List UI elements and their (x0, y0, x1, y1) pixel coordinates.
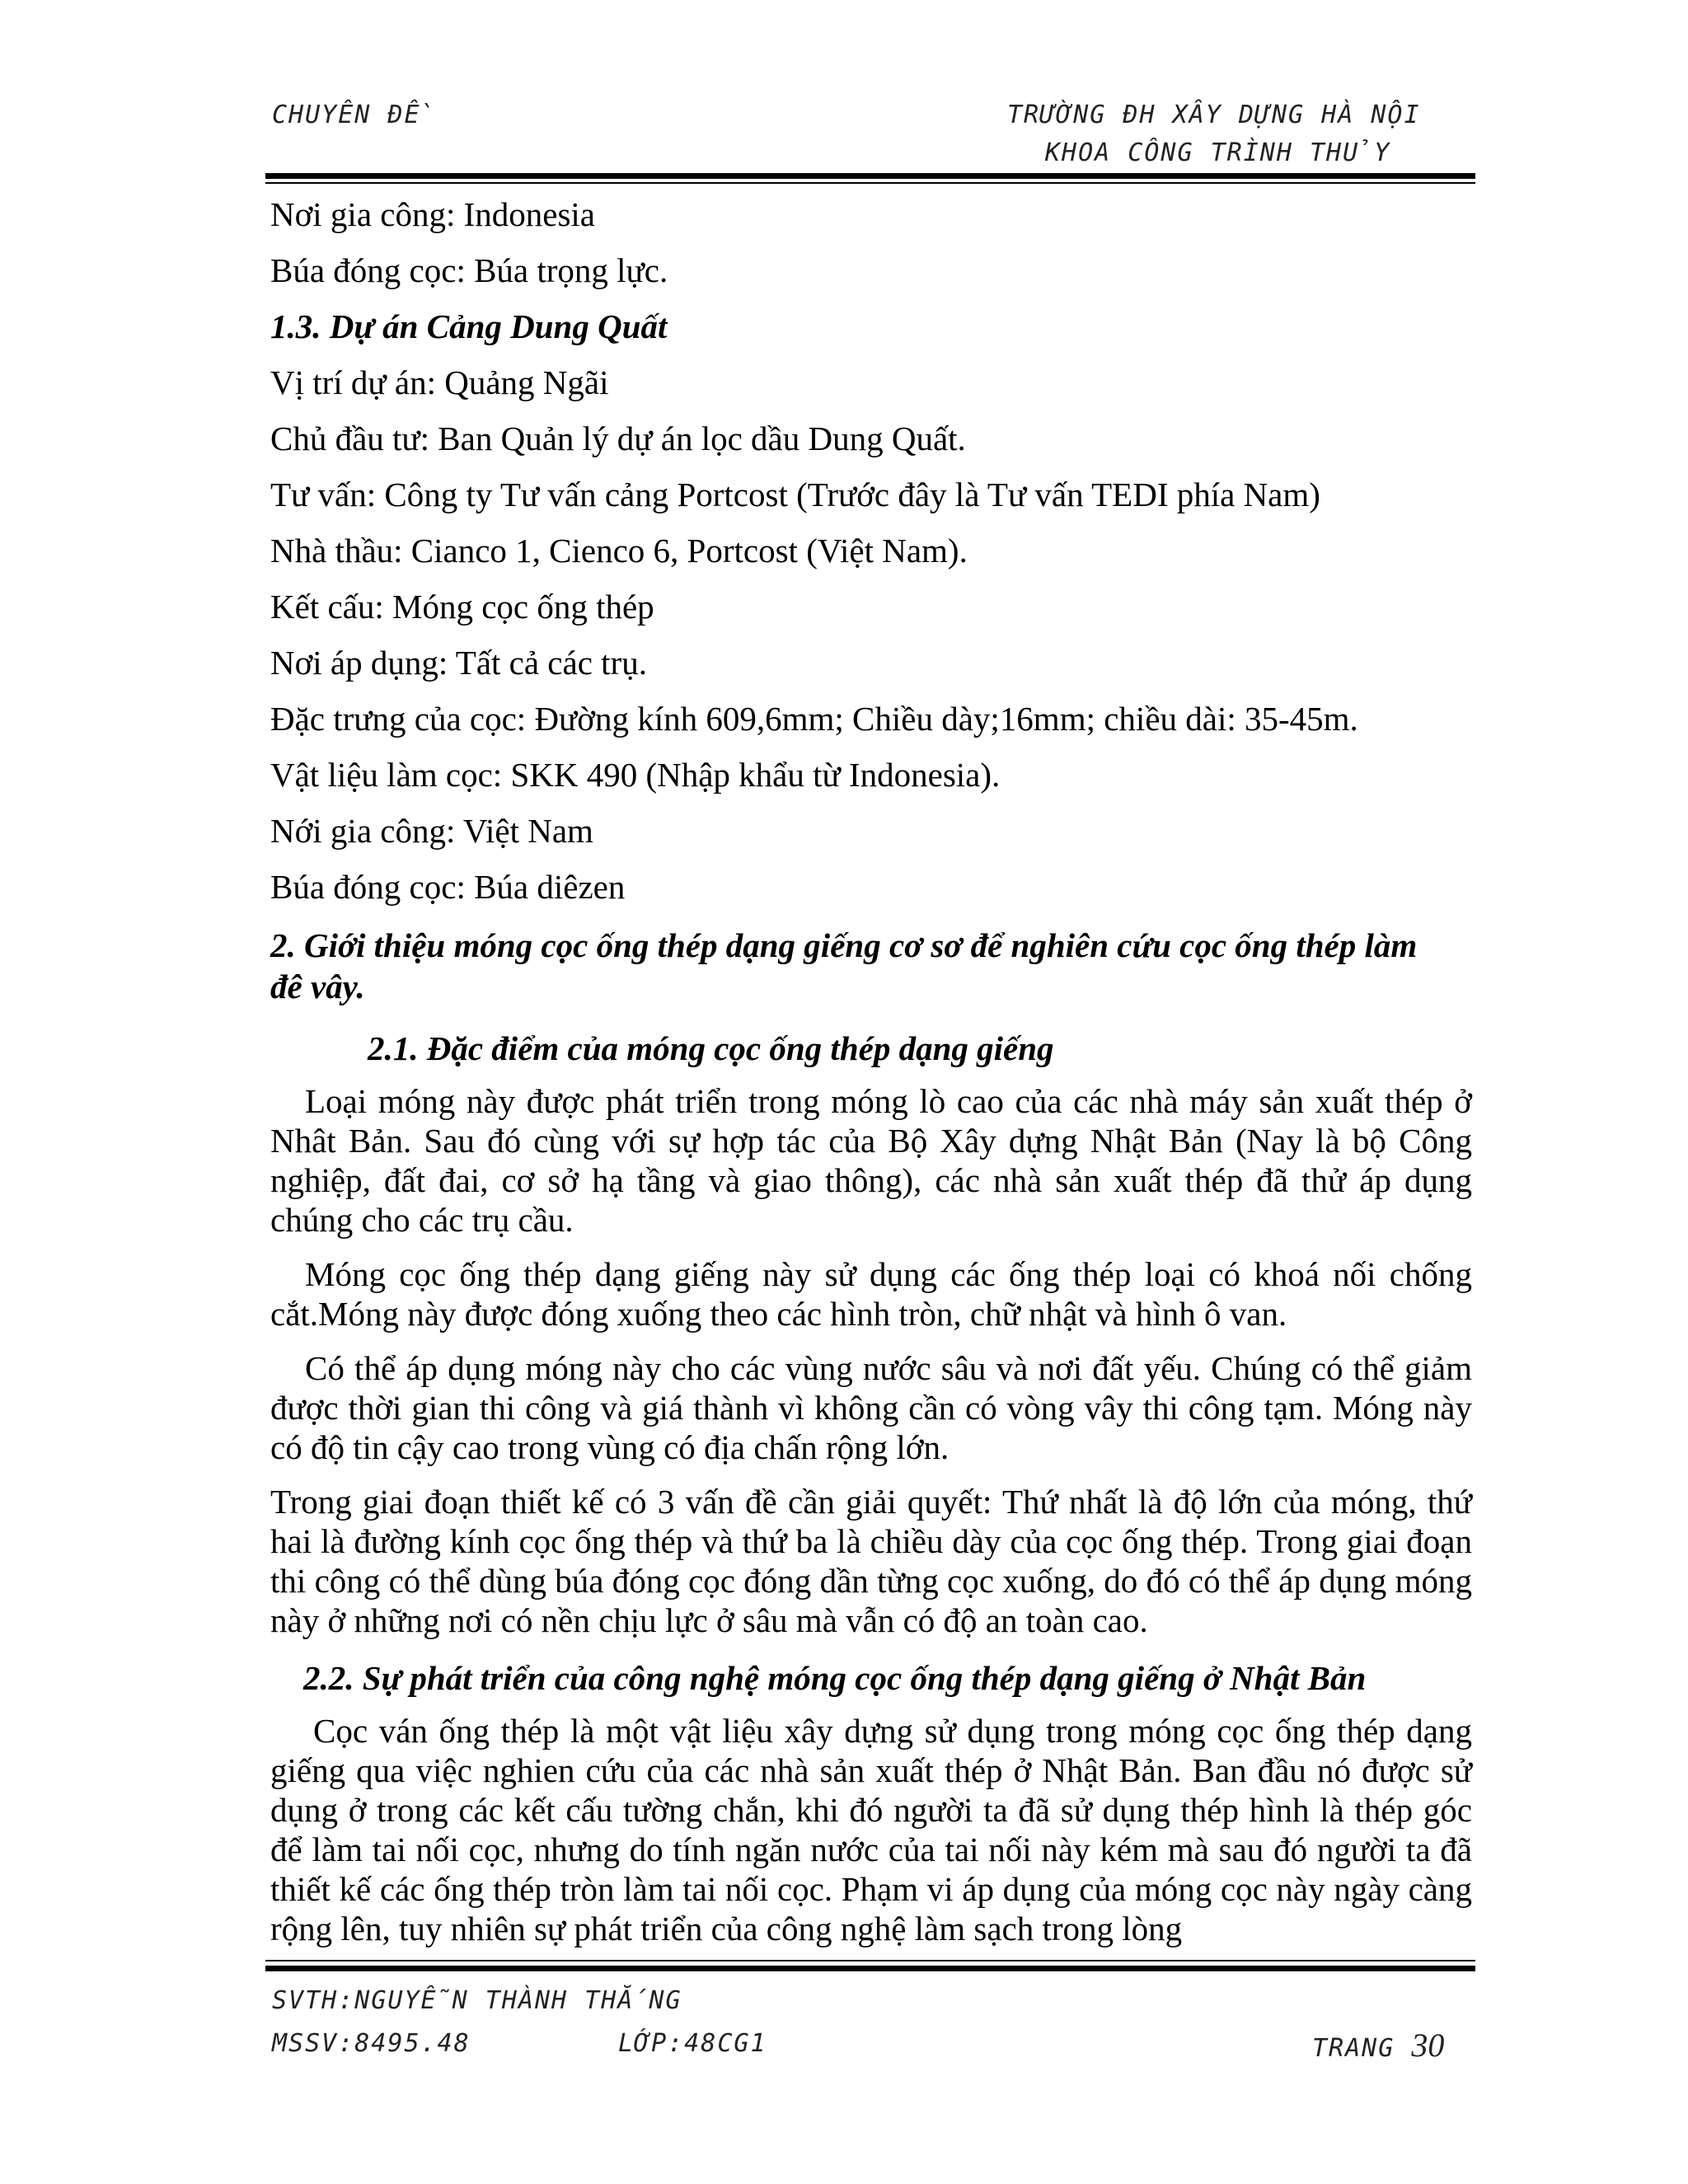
section-heading-2-line1: 2. Giới thiệu móng cọc ống thép dạng giếng cơ sơ để nghiên cứu cọc ống thép làm (270, 926, 1418, 964)
footer-page-label: TRANG (1312, 2034, 1395, 2063)
header-rule-thin (265, 182, 1475, 184)
section-heading-2-2: 2.2. Sự phát triển của công nghệ móng cọc ống thép dạng giếng ở Nhật Bản (303, 1659, 1367, 1697)
text-line: Tư vấn: Công ty Tư vấn cảng Portcost (Trước đây là Tư vấn TEDI phía Nam) (270, 476, 1320, 513)
footer-class: LỚP:48CG1 (618, 2029, 767, 2058)
text-line: Nơi áp dụng: Tất cả các trụ. (270, 644, 647, 682)
page-number: 30 (1411, 2027, 1445, 2064)
text-line: Kết cấu: Móng cọc ống thép (270, 588, 654, 626)
text-line: Nơi gia công: Indonesia (270, 195, 596, 233)
footer-student-id: MSSV:8495.48 (272, 2029, 471, 2058)
paragraph: Cọc ván ống thép là một vật liệu xây dựng sử dụng trong móng cọc ống thép dạng giếng qua việc nghien cứu của các nhà sản xuất thép ở Nhật Bản. Ban đầu nó được sử dụng ở trong các kết cấu tường chắn, khi đó người ta đã sử dụng thép hình là thép góc để làm tai nối cọc, nhưng do tính ngăn nước của tai nối này kém mà sau đó người ta đã thiết kế các ống thép tròn làm tai nối cọc. Phạm vi áp dụng của móng cọc này ngày càng rộng lên, tuy nhiên sự phát triển của công nghệ làm sạch trong lòng (270, 1712, 1472, 1947)
footer-page (1312, 2026, 1444, 2064)
section-heading-1-3: 1.3. Dự án Cảng Dung Quất (270, 307, 668, 345)
footer-rule-thin (265, 1960, 1475, 1961)
paragraph: Trong giai đoạn thiết kế có 3 vấn đề cần giải quyết: Thứ nhất là độ lớn của móng, thứ hai là đường kính cọc ống thép và thứ ba là chiều dày của cọc ống thép. Trong giai đoạn thi công có thể dùng búa đóng cọc đóng dần từng cọc xuống, do đó có thể áp dụng móng này ở những nơi có nền chịu lực ở sâu mà vẫn có độ an toàn cao. (270, 1483, 1472, 1639)
header-faculty: KHOA CÔNG TRÌNH THỦY (1045, 138, 1391, 167)
text-line: Nhà thầu: Cianco 1, Cienco 6, Portcost (Việt Nam). (270, 532, 968, 569)
section-heading-2-line2: đê vây. (270, 968, 365, 1005)
text-line: Đặc trưng của cọc: Đường kính 609,6mm; Chiều dày;16mm; chiều dài: 35-45m. (270, 700, 1358, 738)
header-left: CHUYÊN ĐỀ (272, 101, 436, 129)
text-line: Nới gia công: Việt Nam (270, 812, 593, 850)
paragraph: Móng cọc ống thép dạng giếng này sử dụng các ống thép loại có khoá nối chống cắt.Móng này được đóng xuống theo các hình tròn, chữ nhật và hình ô van. (270, 1255, 1472, 1333)
text-line: Búa đóng cọc: Búa diêzen (270, 868, 626, 906)
page-body (270, 186, 1472, 1948)
text-line: Chủ đầu tư: Ban Quản lý dự án lọc dầu Dung Quất. (270, 419, 966, 457)
footer-rule-thick (265, 1966, 1475, 1971)
paragraph: Loại móng này được phát triển trong móng lò cao của các nhà máy sản xuất thép ở Nhât Bản. Sau đó cùng với sự hợp tác của Bộ Xây dựng Nhật Bản (Nay là bộ Công nghiệp, đất đai, cơ sở hạ tầng và giao thông), các nhà sản xuất thép đã thử áp dụng chúng cho các trụ cầu. (270, 1082, 1472, 1239)
section-heading-2 (270, 925, 1472, 1007)
text-line: Búa đóng cọc: Búa trọng lực. (270, 251, 668, 289)
section-heading-2-1: 2.1. Đặc điểm của móng cọc ống thép dạng giếng (368, 1029, 1054, 1067)
paragraph: Có thể áp dụng móng này cho các vùng nước sâu và nơi đất yếu. Chúng có thể giảm được thời gian thi công và giá thành vì không cần có vòng vây thi công tạm. Móng này có độ tin cậy cao trong vùng có địa chấn rộng lớn. (270, 1349, 1472, 1466)
header-school: TRƯỜNG ĐH XÂY DỰNG HÀ NỘI (1007, 101, 1421, 129)
text-line: Vị trí dự án: Quảng Ngãi (270, 363, 609, 401)
header-rule-thick (265, 173, 1475, 179)
footer-student-name: SVTH:NGUYỄN THÀNH THẮNG (272, 1986, 682, 2015)
text-line: Vật liệu làm cọc: SKK 490 (Nhập khẩu từ Indonesia). (270, 756, 1001, 794)
